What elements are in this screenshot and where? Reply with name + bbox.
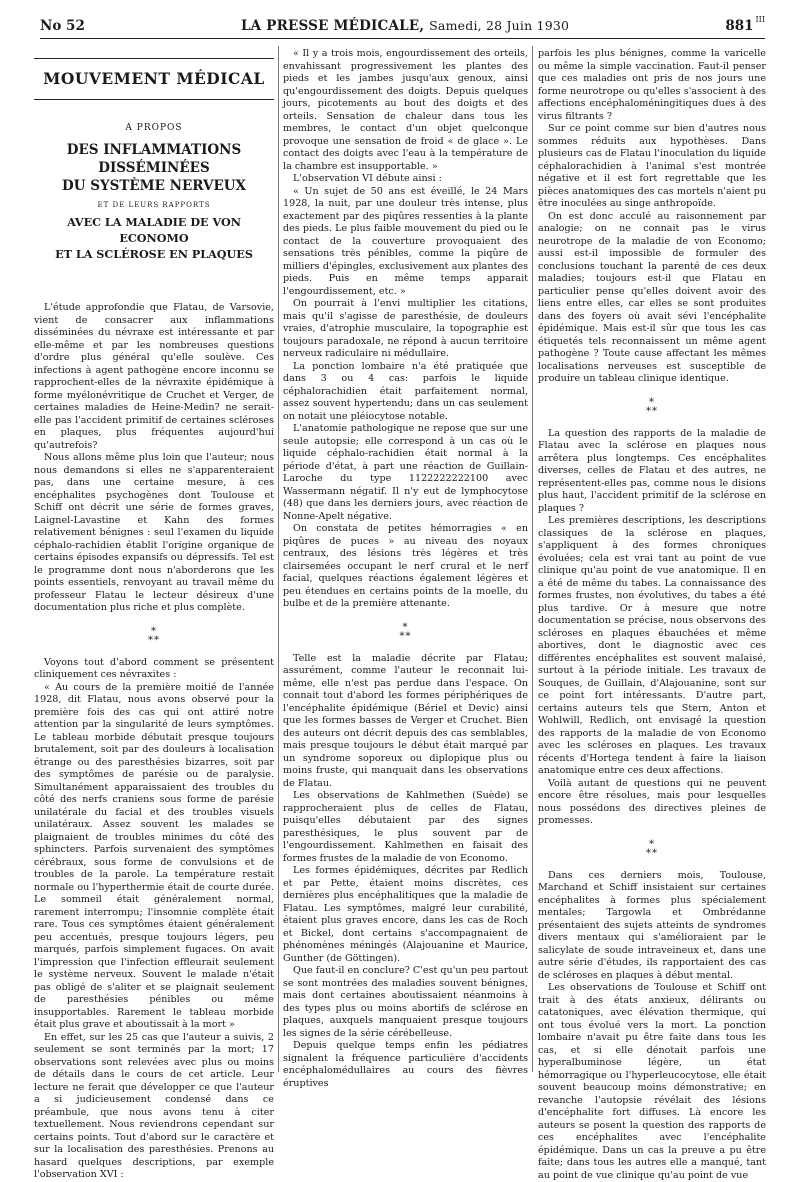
asterism-separator bbox=[538, 398, 766, 416]
paragraph: Telle est la maladie décrite par Flatau; assurément, comme l'auteur le reconnait lui-même, elle n'est pas perdue dans l'espace. On connait tout d'abord les formes périphériques de l'encéphalite épidémique (Bériel et Devic) ainsi que les formes basses de Verger et Cruchet. Bien des auteurs ont décrit depuis des cas semblables, mais presque toujours le début était marqué par un syndrome soporeux ou diplopique plus ou moins fruste, qui manquait dans les observations de Flatau. bbox=[283, 652, 528, 789]
paragraph: La ponction lombaire n'a été pratiquée que dans 3 ou 4 cas: parfois le liquide céphalorachidien était parfaitement normal, assez souvent hypertendu; dans un cas seulement on notait une pléiocytose notable. bbox=[283, 360, 528, 422]
asterism-star: * bbox=[148, 634, 154, 646]
paragraph: On pourrait à l'envi multiplier les citations, mais qu'il s'agisse de paresthésie, de douleurs vraies, d'atrophie musculaire, la topographie est toujours paradoxale, ne répond à aucun territoire nerveux radiculaire ni médullaire. bbox=[283, 298, 528, 359]
asterism-star: * bbox=[405, 630, 412, 642]
asterism-separator bbox=[34, 627, 274, 645]
asterism-star: * bbox=[646, 847, 652, 859]
paragraph: Voyons tout d'abord comment se présentent cliniquement ces névraxites : bbox=[34, 656, 274, 680]
page-number-block bbox=[725, 15, 765, 34]
asterism-star: * bbox=[649, 396, 655, 408]
paragraph: « Il y a trois mois, engourdissement des orteils, envahissant progressivement les plantes des pieds et les jambes jusqu'aux genoux, ainsi qu'engourdissement des doigts. Depuis quelques jours, picotements au bout des doigts et des orteils. Sensation de chaleur dans tous les membres, le contact d'un objet quelconque provoque une sensation de froid « de glace ». Le contact des doigts avec l'eau à la température de la chambre est insupportable. » bbox=[283, 48, 528, 172]
column-1 bbox=[34, 48, 274, 1182]
article-subtitle bbox=[34, 214, 274, 262]
paragraph: « Au cours de la première moitié de l'année 1928, dit Flatau, nous avons observé pour la première fois des cas qui ont attiré notre attention par la singularité de leurs symptômes. Le tableau morbide débutait presque toujours brutalement, soit par des douleurs à localisation étrange ou des paresthésies bizarres, soit par des symptômes de parésie ou de paralysie. Simultanément apparaissaient des troubles du côté des nerfs craniens sous forme de parésie unilatérale du facial et des troubles visuels unilatéraux. Assez souvent les malades se plaignaient de troubles minimes du côté des sphincters. Parfois survenaient des symptômes cérébraux, sous forme de convulsions et de troubles de la parole. La température restait normale ou l'hyperthermie était de courte durée. Le sommeil était généralement normal, rarement interrompu; l'insomnie complète était rare. Tous ces symptômes étaient généralement peu accentués, presque toujours légers, peu marqués, parfois simplement fugaces. On avait l'impression que l'infection effleurait seulement le système nerveux. Souvent le malade n'était pas obligé de s'aliter et se plaignait seulement de paresthésies pénibles ou même insupportables. Rarement le tableau morbide était plus grave et aboutissait à la mort » bbox=[34, 681, 274, 1030]
page-number: 881 bbox=[725, 18, 754, 34]
paragraph: Les observations de Kahlmethen (Suède) se rapprocheraient plus de celles de Flatau, puisqu'elles débutaient par des signes paresthésiques, le plus souvent par de l'engourdissement. Kahlmethen en faisait des formes frustes de la maladie de von Economo. bbox=[283, 790, 528, 864]
article-subtitle-line: AVEC LA MALADIE DE VON ECONOMO bbox=[67, 215, 241, 245]
paragraph: Les observations de Toulouse et Schiff ont trait à des états anxieux, délirants ou catatoniques, avec élévation thermique, qui ont tous évolué vers la mort. La ponction lombaire n'avait pu être faite dans tous les cas, et si elle dénotait parfois une hyperalbuminose légère, un état hémorragique ou l'hyperleucocytose, elle était souvent beaucoup moins démonstrative; en revanche l'autopsie révélait des lésions d'encéphalite fort diffuses. Là encore les auteurs se posent la question des rapports de ces encéphalites avec l'encéphalite épidémique. Dans un cas la preuve a pu être faite; dans tous les autres elle a manqué, tant au point de vue clinique qu'au point de vue bbox=[538, 982, 766, 1181]
asterism-star: * bbox=[649, 838, 655, 850]
column-divider-1 bbox=[278, 46, 279, 1072]
issue-number: No 52 bbox=[40, 18, 85, 34]
article-title bbox=[34, 141, 274, 195]
asterism-star: * bbox=[402, 621, 409, 633]
paragraph: La question des rapports de la maladie de Flatau avec la sclérose en plaques nous arrêtera plus longtemps. Ces encéphalites diverses, celles de Flatau et des autres, ne représentent-elles pas, comme nous le disions plus haut, l'accident primitif de la sclérose en plaques ? bbox=[538, 427, 766, 514]
apropos-label: A PROPOS bbox=[125, 123, 183, 133]
column-2 bbox=[283, 48, 528, 1090]
column-3 bbox=[538, 48, 766, 1182]
column-divider-2 bbox=[532, 46, 533, 1072]
paragraph: Que faut-il en conclure? C'est qu'un peu partout se sont montrées des maladies souvent bénignes, mais dont certaines aboutissaient néanmoins à des types plus ou moins abortifs de sclérose en plaques, auxquels manquaient presque toujours les signes de la série cérébelleuse. bbox=[283, 965, 528, 1039]
paragraph: Dans ces derniers mois, Toulouse, Marchand et Schiff insistaient sur certaines encéphalites à formes plus spécialement mentales; Targowla et Ombrédanne présentaient des sujets atteints de syndromes divers mentaux qui s'amélioraient par le salicylate de soude intraveineux et, dans une autre série d'études, ils rapportaient des cas de scléroses en plaques à début mental. bbox=[538, 869, 766, 981]
paragraph: L'observation VI débute ainsi : bbox=[293, 173, 442, 184]
issue-date: Samedi, 28 Juin 1930 bbox=[429, 18, 570, 33]
paragraph: On est donc acculé au raisonnement par analogie; on ne connait pas le virus neurotrope de la maladie de von Economo; aussi est-il impossible de formuler des conclusions touchant la parenté de ces deux maladies; toujours est-il que Flatau en particulier pense qu'elles doivent avoir des liens entre elles, car elles se sont produites dans des foyers où avait sévi l'encéphalite épidémique. Mais est-il sûr que tous les cas étiquetés tels reconnaissent un même agent pathogène ? Toute cause affectant les mêmes localisations nerveuses est susceptible de produire un tableau clinique identique. bbox=[538, 210, 766, 384]
article-subtitle-line: ET LA SCLÉROSE EN PLAQUES bbox=[55, 247, 253, 261]
asterism-star: * bbox=[151, 625, 157, 637]
paragraph: L'étude approfondie que Flatau, de Varsovie, vient de consacrer aux inflammations disséminées du névraxe est intéressante et par elle-même et par les nombreuses questions d'ordre plus général qu'elle soulève. Ces infections à agent pathogène encore inconnu se rapprochent-elles de la névraxite épidémique à forme myélonévritique de Cruchet et Verger, de certaines maladies de Heine-Medin? ne serait-elle pas l'accident primitif de certaines scléroses en plaques, plus fréquentes aujourd'hui qu'autrefois? bbox=[34, 302, 274, 451]
asterism-star: * bbox=[652, 847, 658, 859]
page-header bbox=[40, 14, 765, 39]
asterism-separator bbox=[283, 623, 528, 641]
journal-name: LA PRESSE MÉDICALE, bbox=[240, 18, 425, 34]
asterism-star: * bbox=[652, 405, 658, 417]
journal-masthead bbox=[241, 18, 569, 34]
asterism-star: * bbox=[399, 630, 406, 642]
paragraph: L'anatomie pathologique ne repose que sur une seule autopsie; elle correspond à un cas où le liquide céphalo-rachidien était normal à la période d'état, à part une réaction de Guillain-Laroche du type 1122222222100 avec Wassermann négatif. Il n'y eut de lymphocytose (48) que dans les derniers jours, avec réaction de Nonne-Apelt négative. bbox=[283, 423, 528, 522]
paragraph: En effet, sur les 25 cas que l'auteur a suivis, 2 seulement se sont terminés par la mort; 17 observations sont relevées avec plus ou moins de détails dans le cours de cet article. Leur lecture ne ferait que développer ce que l'auteur a si judicieusement condensé dans ce préambule, que nous avons tenu à citer textuellement. Nous reviendrons cependant sur certains points. Tout d'abord sur le caractère et sur la localisation des paresthésies. Prenons au hasard quelques descriptions, par exemple l'observation XVI : bbox=[34, 1031, 274, 1180]
article-title-line: DES INFLAMMATIONS DISSÉMINÉES bbox=[66, 141, 242, 176]
article-title-line: DU SYSTÈME NERVEUX bbox=[62, 177, 246, 194]
paragraph: Voilà autant de questions qui ne peuvent encore être résolues, mais pour lesquelles nous possédons des directives pleines de promesses. bbox=[538, 777, 766, 826]
paragraph: Depuis quelque temps enfin les pédiatres signalent la fréquence particulière d'accidents encéphalomédullaires au cours des fièvres éruptives bbox=[283, 1040, 528, 1089]
section-heading: MOUVEMENT MÉDICAL bbox=[34, 58, 274, 100]
asterism-separator bbox=[538, 840, 766, 858]
paragraph: Sur ce point comme sur bien d'autres nous sommes réduits aux hypothèses. Dans plusieurs cas de Flatau l'inoculation du liquide céphalorachidien à l'animal s'est montrée négative et il est fort regrettable que les pièces anatomiques des cas mortels n'aient pu être inoculées au singe anthropoïde. bbox=[538, 123, 766, 209]
paragraph: « Un sujet de 50 ans est éveillé, le 24 Mars 1928, la nuit, par une douleur très intense, plus exactement par des piqûres ressenties à la plante des pieds. Le plus faible mouvement du pied ou le contact de la couverture provoquaient des sensations très pénibles, comme la piqûre de milliers d'épingles, exclusivement aux plantes des pieds. Puis en même temps apparait l'engourdissement, etc. » bbox=[283, 185, 528, 297]
asterism-star: * bbox=[646, 405, 652, 417]
paragraph: Les premières descriptions, les descriptions classiques de la sclérose en plaques, s'appliquent à des formes chroniques évoluées; cela est vrai tant au point de vue clinique qu'au point de vue anatomique. Il en a été de même du tabes. La connaissance des formes frustes, non évolutives, du tabes a été plus tardive. Or à mesure que notre documentation se précise, nous observons des scléroses en plaques ébauchées et même abortives, dont le diagnostic avec ces différentes encéphalites est souvent malaisé, surtout à la période initiale. Les travaux de Souques, de Guillain, d'Alajouanine, sont sur ce point fort intéressants. D'autre part, certains auteurs tels que Stern, Anton et Wohlwill, Redlich, ont envisagé la question des rapports de la maladie de von Economo avec les scléroses en plaques. Les travaux récents d'Hortega tendent à faire la liaison anatomique entre ces deux affections. bbox=[538, 515, 766, 776]
paragraph: parfois les plus bénignes, comme la varicelle ou même la simple vaccination. Faut-il penser que ces maladies ont pris de nos jours une forme neurotrope ou qu'elles s'associent à des affections encéphaloméningitiques dues à des virus filtrants ? bbox=[538, 48, 766, 122]
title-connector: ET DE LEURS RAPPORTS bbox=[97, 200, 211, 209]
paragraph: On constata de petites hémorragies « en piqûres de puces » au niveau des noyaux centraux, des lésions très légères et très clairsemées occupant le nerf crural et le nerf facial, quelques réactions également légères et peu étendues en certains points de la moelle, du bulbe et de la première attenante. bbox=[283, 523, 528, 609]
paragraph: Nous allons même plus loin que l'auteur; nous nous demandons si elles ne s'apparenteraient pas, dans une certaine mesure, à ces encéphalites psychogènes dont Toulouse et Schiff ont décrit une série de formes graves, Laignel-Lavastine et Kahn des formes relativement bénignes : seul l'examen du liquide céphalo-rachidien établit l'origine organique de certains épisodes expansifs ou dépressifs. Tel est le programme dont nous n'aborderons que les points essentiels, renvoyant au travail même du professeur Flatau le lecteur désireux d'une documentation plus riche et plus complète. bbox=[34, 452, 274, 613]
asterism-star: * bbox=[154, 634, 160, 646]
paragraph: Les formes épidémiques, décrites par Redlich et par Pette, étaient moins discrètes, ces dernières plus encéphalitiques que la maladie de Flatau. Les symptômes, malgré leur curabilité, étaient plus graves encore, dans les cas de Roch et Bickel, dont certains s'accompagnaient de phénomènes méningés (Alajouanine et Maurice, Gunther (de Göttingen). bbox=[283, 865, 528, 964]
page-marker: III bbox=[755, 15, 765, 24]
